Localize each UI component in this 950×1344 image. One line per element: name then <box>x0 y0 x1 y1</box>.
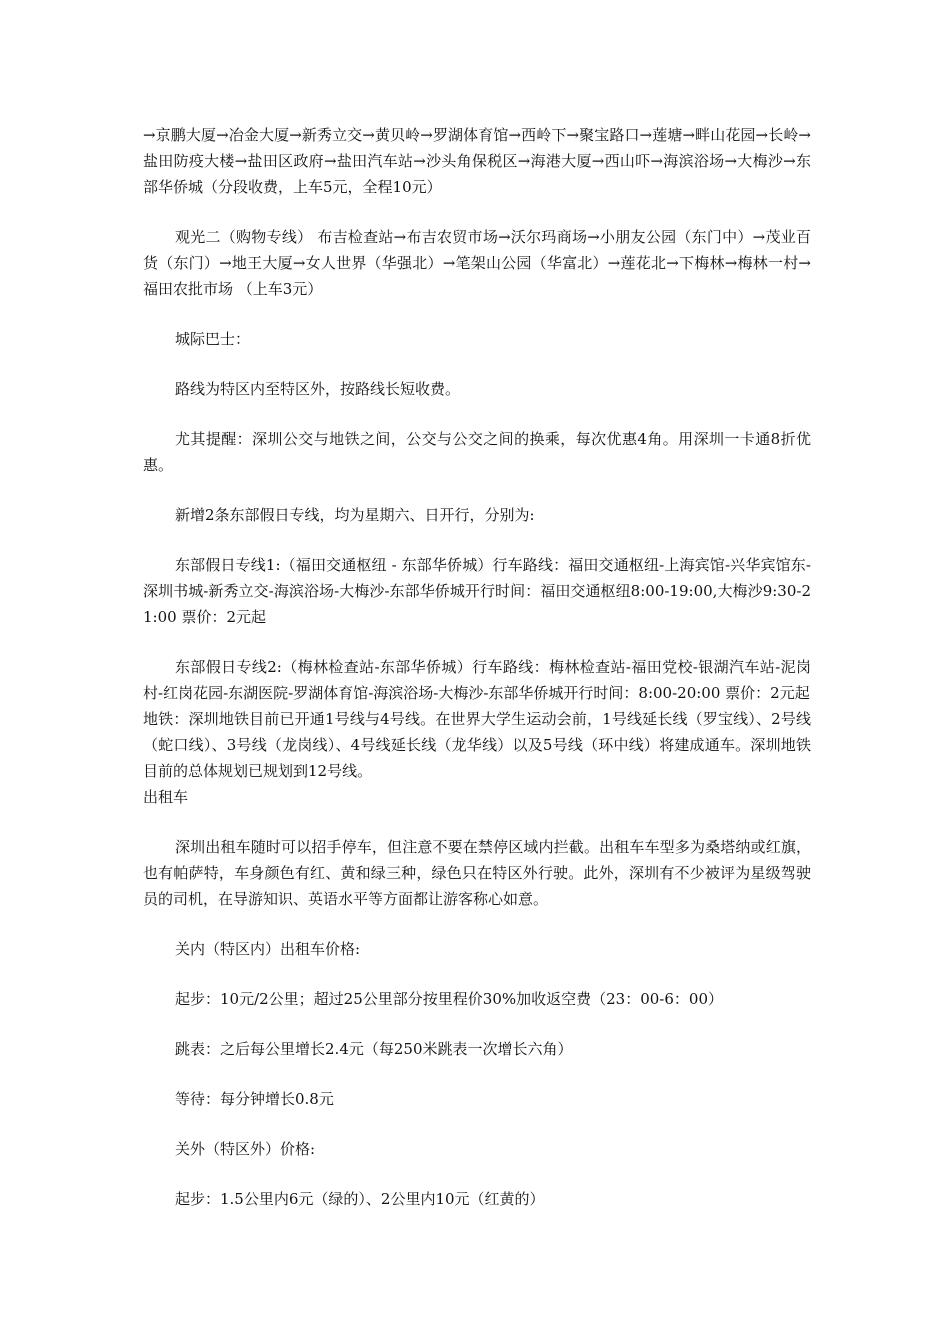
sightseeing-line-2-paragraph: 观光二（购物专线） 布吉检查站→布吉农贸市场→沃尔玛商场→小朋友公园（东门中）→茂业百货（东门）→地王大厦→女人世界（华强北）→笔架山公园（华富北）→莲花北→下梅林→梅林一村→福田农批市场 （上车3元） <box>143 228 811 298</box>
holiday-line-1-paragraph: 东部假日专线1:（福田交通枢纽 - 东部华侨城）行车路线：福田交通枢纽-上海宾馆-兴华宾馆东-深圳书城-新秀立交-海滨浴场-大梅沙-东部华侨城开行时间：福田交通枢纽8:00-19:00,大梅沙9:30-21:00 票价：2元起 <box>143 556 811 626</box>
inner-zone-flagfall-paragraph: 起步：10元/2公里；超过25公里部分按里程价30%加收返空费（23：00-6：00） <box>175 990 723 1008</box>
taxi-heading: 出租车 <box>143 788 189 806</box>
transfer-reminder-paragraph: 尤其提醒：深圳公交与地铁之间，公交与公交之间的换乘，每次优惠4角。用深圳一卡通8折优惠。 <box>143 430 811 474</box>
intercity-bus-heading: 城际巴士： <box>175 330 251 348</box>
outer-zone-price-heading: 关外（特区外）价格: <box>175 1140 316 1158</box>
outer-zone-flagfall-paragraph: 起步：1.5公里内6元（绿的）、2公里内10元（红黄的） <box>175 1190 545 1208</box>
metro-paragraph: 地铁：深圳地铁目前已开通1号线与4号线。在世界大学生运动会前，1号线延长线（罗宝线）、2号线（蛇口线）、3号线（龙岗线）、4号线延长线（龙华线）以及5号线（环中线）将建成通车。深圳地铁目前的总体规划已规划到12号线。 <box>143 710 811 780</box>
intercity-bus-paragraph: 路线为特区内至特区外，按路线长短收费。 <box>175 380 461 398</box>
inner-zone-waiting-paragraph: 等待：每分钟增长0.8元 <box>175 1090 334 1108</box>
taxi-description-paragraph: 深圳出租车随时可以招手停车，但注意不要在禁停区域内拦截。出租车车型多为桑塔纳或红旗，也有帕萨特，车身颜色有红、黄和绿三种，绿色只在特区外行驶。此外，深圳有不少被评为星级驾驶员的司机，在导游知识、英语水平等方面都让游客称心如意。 <box>143 838 811 908</box>
route-continuation-paragraph: →京鹏大厦→冶金大厦→新秀立交→黄贝岭→罗湖体育馆→西岭下→聚宝路口→莲塘→畔山花园→长岭→盐田防疫大楼→盐田区政府→盐田汽车站→沙头角保税区→海港大厦→西山吓→海滨浴场→大梅沙→东部华侨城（分段收费，上车5元，全程10元） <box>143 126 811 196</box>
holiday-lines-intro-paragraph: 新增2条东部假日专线，均为星期六、日开行，分别为: <box>175 506 535 524</box>
inner-zone-taxi-price-heading: 关内（特区内）出租车价格: <box>175 940 361 958</box>
inner-zone-meter-paragraph: 跳表：之后每公里增长2.4元（每250米跳表一次增长六角） <box>175 1040 573 1058</box>
document-page <box>143 122 811 1236</box>
holiday-line-2-paragraph: 东部假日专线2:（梅林检查站-东部华侨城）行车路线：梅林检查站-福田党校-银湖汽车站-泥岗村-红岗花园-东湖医院-罗湖体育馆-海滨浴场-大梅沙-东部华侨城开行时间：8:00-20:00 票价：2元起 <box>143 658 811 702</box>
